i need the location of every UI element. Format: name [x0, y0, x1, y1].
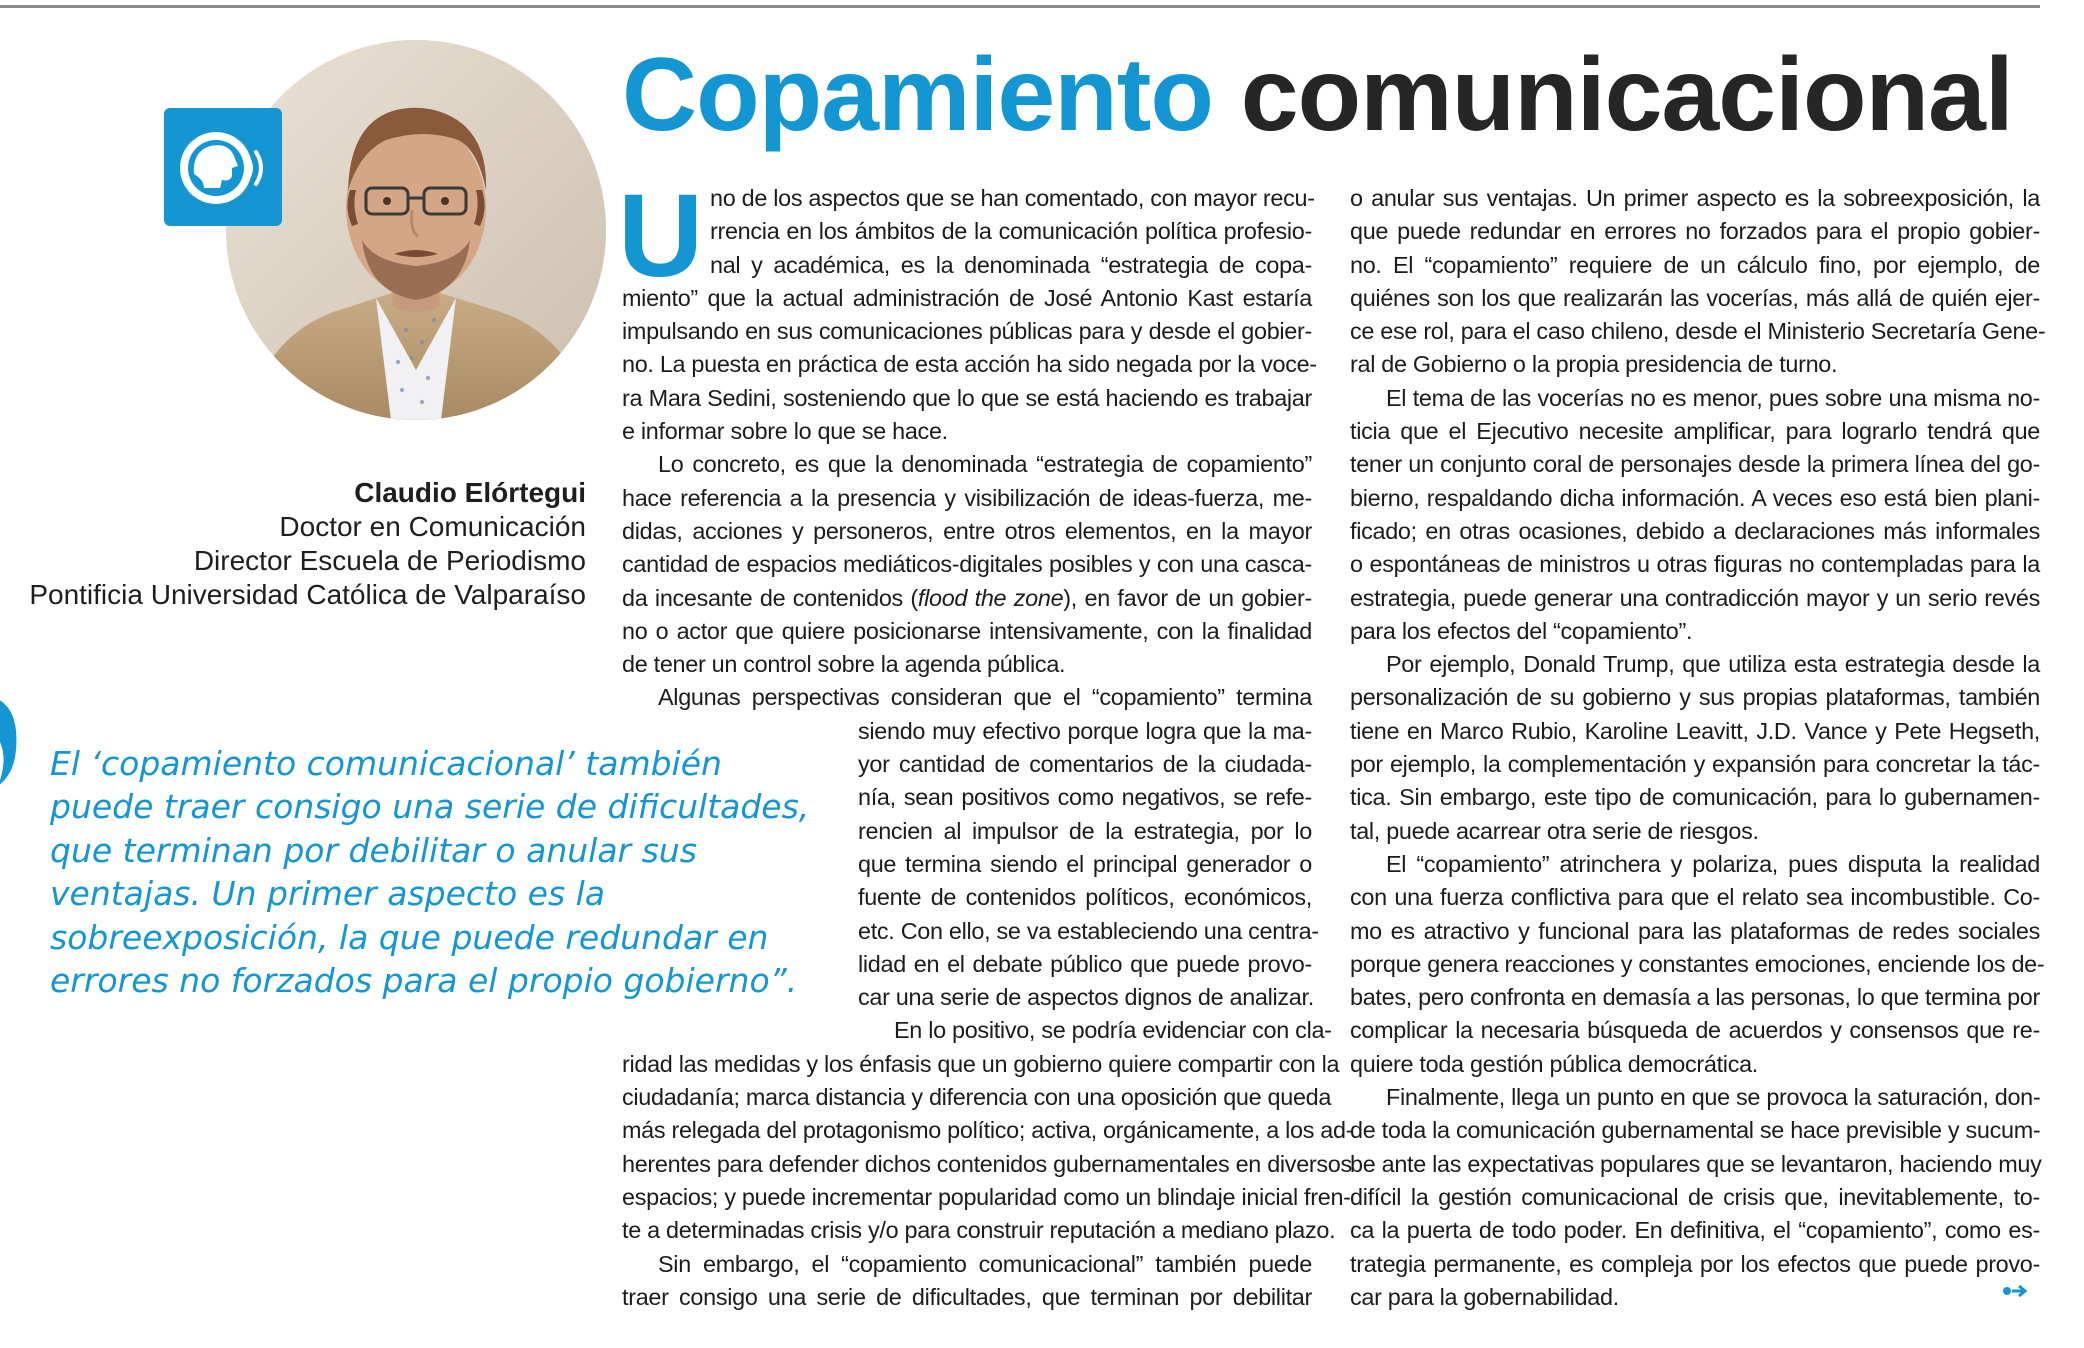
opinion-badge	[164, 108, 282, 226]
text-line: car una serie de aspectos dignos de analizar.	[858, 984, 1314, 1011]
text-line: impulsando en sus comunicaciones públicas para y desde el gobier-	[622, 318, 1312, 345]
author-title-degree: Doctor en Comunicación	[279, 511, 586, 542]
text-line: siendo muy efectivo porque logra que la ma-	[858, 717, 1312, 744]
text-line: ca la puerta de todo poder. En definitiva, el “copamiento”, como es-	[1350, 1217, 2040, 1244]
text-line: nal y académica, es la denominada “estrategia de copa-	[710, 251, 1312, 278]
text-line	[622, 582, 1312, 615]
top-rule	[0, 5, 2040, 8]
text-line: Lo concreto, es que la denominada “estrategia de copamiento”	[658, 451, 1312, 478]
text-line: ticia que el Ejecutivo necesite amplificar, para lograrlo tendrá que	[1350, 418, 2040, 445]
text-line: estrategia, puede generar una contradicción mayor y un serio revés	[1350, 584, 2040, 611]
drop-cap: U	[618, 170, 704, 302]
text-line: ciudadanía; marca distancia y diferencia con una oposición que queda	[622, 1084, 1332, 1111]
article-column-1	[622, 182, 1354, 1314]
text-line: e informar sobre lo que se hace.	[622, 418, 948, 445]
text-line: didas, acciones y personeros, entre otros elementos, en la mayor	[622, 517, 1312, 544]
pull-quote-line: puede traer consigo una serie de dificultades,	[50, 787, 810, 827]
text-line: traer consigo una serie de dificultades, que terminan por debilitar	[622, 1283, 1312, 1310]
text-line: fuente de contenidos políticos, económicos,	[858, 884, 1312, 911]
text-line: ce ese rol, para el caso chileno, desde el Ministerio Secretaría Gene-	[1350, 318, 2046, 345]
pull-quote-line: El ‘copamiento comunicacional’ también	[50, 744, 722, 783]
end-arrow-icon	[2002, 1284, 2028, 1298]
author-title-institution: Pontificia Universidad Católica de Valparaíso	[29, 579, 586, 610]
pull-quote-line: sobreexposición, la que puede redundar en	[50, 917, 769, 957]
text-italic-phrase: flood the zone	[917, 584, 1064, 611]
text-line: quiénes son los que realizarán las vocerías, más allá de quién ejer-	[1350, 284, 2040, 311]
text-line: quiere toda gestión pública democrática.	[1350, 1050, 1758, 1077]
text-line: complicar la necesaria búsqueda de acuerdos y consensos que re-	[1350, 1017, 2040, 1044]
text-line: be ante las expectativas populares que se levantaron, haciendo muy	[1350, 1150, 2042, 1177]
text-line: o anular sus ventajas. Un primer aspecto es la sobreexposición, la	[1350, 185, 2040, 211]
text-line: En lo positivo, se podría evidenciar con cla-	[894, 1017, 1332, 1044]
text-line: tener un conjunto coral de personajes desde la primera línea del go-	[1350, 451, 2040, 478]
text-line: mo es atractivo y funcional para las plataformas de redes sociales	[1350, 917, 2040, 944]
author-portrait-image	[226, 40, 606, 420]
text-line: ral de Gobierno o la propia presidencia de turno.	[1350, 351, 1838, 378]
text-line: espacios; y puede incrementar popularidad como un blindaje inicial fren-	[622, 1183, 1351, 1210]
text-line: Sin embargo, el “copamiento comunicacional” también puede	[658, 1250, 1312, 1277]
text-line: no. La puesta en práctica de esta acción ha sido negada por la voce-	[622, 351, 1317, 378]
text-line: con una fuerza conflictiva para que el relato sea incombustible. Co-	[1350, 884, 2040, 911]
quote-mark-icon	[0, 690, 26, 790]
text-line: rrencia en los ámbitos de la comunicación política profesio-	[710, 218, 1312, 245]
text-line: de tener un control sobre la agenda pública.	[622, 651, 1066, 678]
text-line: no de los aspectos que se han comentado, con mayor recu-	[710, 185, 1315, 211]
headline-highlight: Copamiento	[622, 37, 1213, 153]
text-line: ridad las medidas y los énfasis que un gobierno quiere compartir con la	[622, 1050, 1340, 1077]
text-line: nía, sean positivos como negativos, se refe-	[858, 784, 1312, 811]
headline	[622, 30, 2013, 160]
text-line: personalización de su gobierno y sus propias plataformas, también	[1350, 684, 2040, 711]
text-line: tal, puede acarrear otra serie de riesgos.	[1350, 817, 1759, 844]
article-column-2	[1350, 182, 2046, 1314]
text-line: bierno, respaldando dicha información. A veces eso está bien plani-	[1350, 484, 2040, 511]
text-line: más relegada del protagonismo político; activa, orgánicamente, a los ad-	[622, 1117, 1354, 1144]
text-line: El “copamiento” atrinchera y polariza, pues disputa la realidad	[1386, 850, 2040, 877]
speaking-head-icon	[164, 108, 282, 226]
text-segment: ), en favor de un gobier-	[1063, 584, 1312, 611]
text-line: o espontáneas de ministros u otras figuras no contempladas para la	[1350, 551, 2040, 578]
text-line: lidad en el debate público que puede provo-	[858, 950, 1312, 977]
author-name: Claudio Elórtegui	[354, 477, 586, 508]
author-credits	[20, 476, 586, 612]
text-line: Algunas perspectivas consideran que el “copamiento” termina	[658, 684, 1312, 711]
text-line: que termina siendo el principal generador o	[858, 850, 1312, 877]
headline-rest: comunicacional	[1212, 37, 2013, 153]
text-line: no o actor que quiere posicionarse intensivamente, con la finalidad	[622, 617, 1312, 644]
text-line: porque genera reacciones y constantes emociones, enciende los de-	[1350, 950, 2045, 977]
text-line: ra Mara Sedini, sosteniendo que lo que se está haciendo es trabajar	[622, 384, 1312, 411]
text-line: bates, pero confronta en demasía a las personas, lo que termina por	[1350, 984, 2040, 1011]
author-title-position: Director Escuela de Periodismo	[193, 545, 586, 576]
text-line: trategia permanente, es compleja por los efectos que puede provo-	[1350, 1250, 2040, 1277]
text-line: tiene en Marco Rubio, Karoline Leavitt, J.D. Vance y Pete Hegseth,	[1350, 717, 2040, 744]
text-line: difícil la gestión comunicacional de crisis que, inevitablemente, to-	[1350, 1183, 2040, 1210]
text-segment: da incesante de contenidos (	[622, 584, 918, 611]
text-line: que puede redundar en errores no forzados para el propio gobier-	[1350, 218, 2040, 245]
text-line: hace referencia a la presencia y visibilización de ideas-fuerza, me-	[622, 484, 1312, 511]
text-line: Por ejemplo, Donald Trump, que utiliza esta estrategia desde la	[1386, 651, 2040, 678]
text-line: Finalmente, llega un punto en que se provoca la saturación, don-	[1386, 1084, 2041, 1111]
pull-quote-line: errores no forzados para el propio gobierno”.	[50, 961, 798, 1001]
text-line: te a determinadas crisis y/o para construir reputación a mediano plazo.	[622, 1217, 1336, 1244]
pull-quote-line: ventajas. Un primer aspecto es la	[50, 874, 606, 914]
text-line: de toda la comunicación gubernamental se hace previsible y sucum-	[1350, 1117, 2041, 1144]
text-line: herentes para defender dichos contenidos gubernamentales en diversos	[622, 1150, 1352, 1177]
text-line: cantidad de espacios mediáticos-digitales posibles y con una casca-	[622, 551, 1312, 578]
pull-quote-line: que terminan por debilitar o anular sus	[50, 830, 697, 870]
author-portrait	[226, 40, 606, 420]
text-line: rencien al impulsor de la estrategia, por lo	[858, 817, 1312, 844]
text-line: etc. Con ello, se va estableciendo una centra-	[858, 917, 1319, 944]
text-line: car para la gobernabilidad.	[1350, 1283, 1619, 1310]
text-line: El tema de las vocerías no es menor, pues sobre una misma no-	[1386, 384, 2040, 411]
text-line: tica. Sin embargo, este tipo de comunicación, para lo gubernamen-	[1350, 784, 2040, 811]
text-line: ficado; en otras ocasiones, debido a declaraciones más informales	[1350, 517, 2040, 544]
text-line: yor cantidad de comentarios de la ciudada-	[858, 751, 1312, 778]
text-line: por ejemplo, la complementación y expansión para concretar la tác-	[1350, 751, 2040, 778]
text-line: para los efectos del “copamiento”.	[1350, 617, 1693, 644]
text-line: miento” que la actual administración de José Antonio Kast estaría	[622, 284, 1312, 311]
text-line: no. El “copamiento” requiere de un cálculo fino, por ejemplo, de	[1350, 251, 2040, 278]
